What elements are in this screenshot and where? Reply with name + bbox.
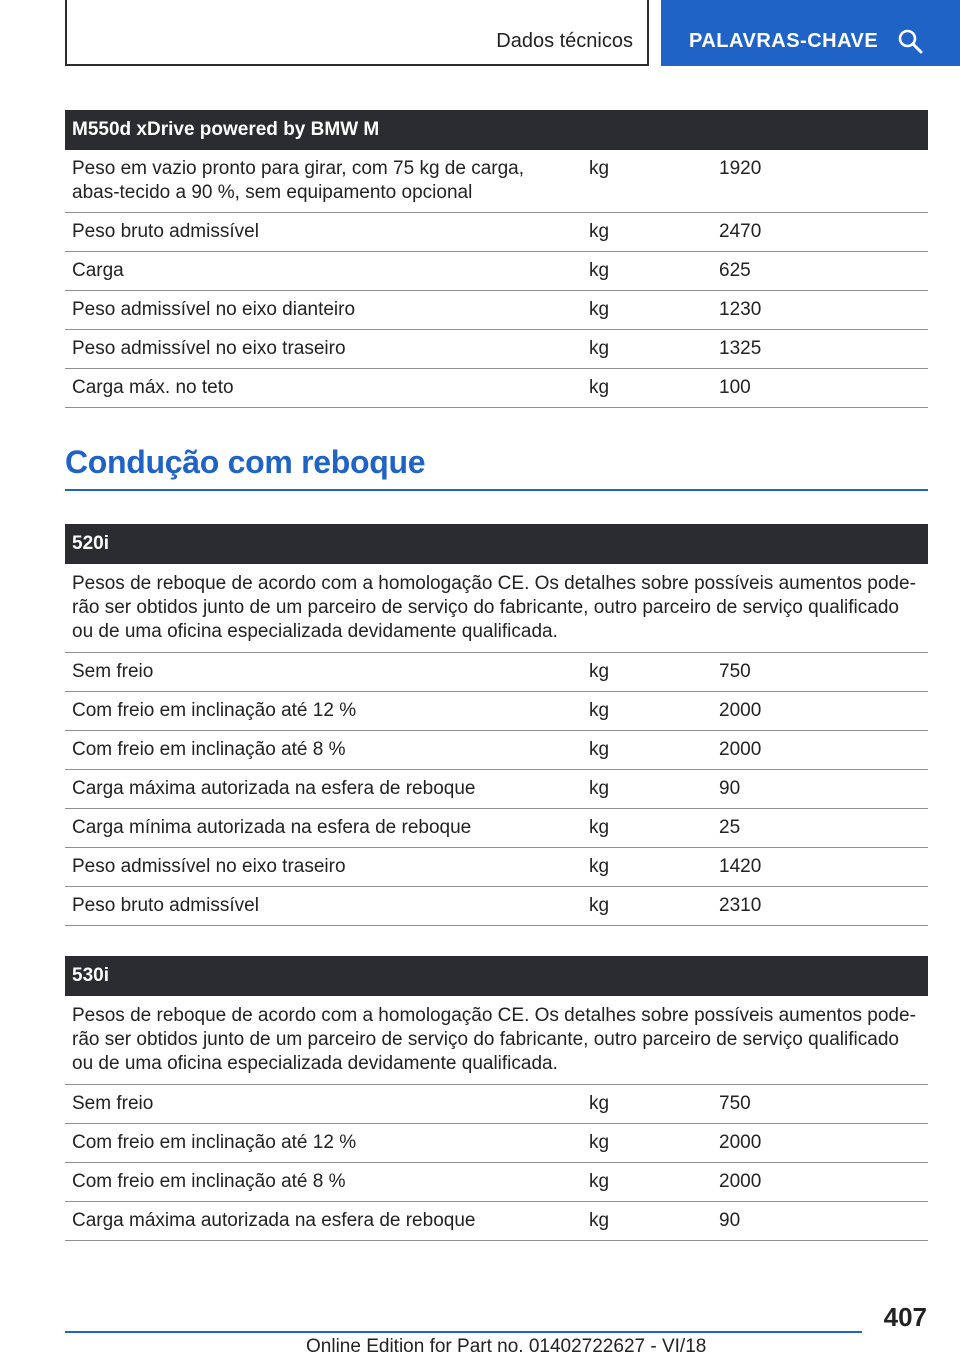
row-unit: kg [582, 692, 712, 731]
table-row [65, 731, 928, 770]
row-unit: kg [582, 653, 712, 692]
row-value: 625 [712, 252, 928, 291]
row-label: Carga máx. no teto [65, 369, 582, 408]
table-530i [65, 956, 928, 1241]
table-row [65, 1085, 928, 1124]
row-label: Com freio em inclinação até 12 % [65, 1124, 582, 1163]
row-value: 1230 [712, 291, 928, 330]
keywords-button[interactable] [661, 0, 960, 66]
row-value: 2000 [712, 1163, 928, 1202]
row-label: Peso admissível no eixo dianteiro [65, 291, 582, 330]
row-value: 100 [712, 369, 928, 408]
table-row [65, 1202, 928, 1241]
table-row [65, 809, 928, 848]
table-row [65, 692, 928, 731]
row-unit: kg [582, 1202, 712, 1241]
row-label: Com freio em inclinação até 8 % [65, 1163, 582, 1202]
row-unit: kg [582, 330, 712, 369]
row-unit: kg [582, 809, 712, 848]
row-value: 1920 [712, 150, 928, 213]
row-unit: kg [582, 150, 712, 213]
row-value: 1420 [712, 848, 928, 887]
table-row [65, 1124, 928, 1163]
page-number: 407 [883, 1302, 927, 1332]
row-value: 90 [712, 770, 928, 809]
table-row [65, 848, 928, 887]
edition-info: Online Edition for Part no. 01402722627 - VI/18 [306, 1336, 707, 1357]
row-label: Peso admissível no eixo traseiro [65, 848, 582, 887]
row-value: 25 [712, 809, 928, 848]
row-unit: kg [582, 291, 712, 330]
row-label: Sem freio [65, 1085, 582, 1124]
row-value: 2000 [712, 1124, 928, 1163]
section-tab[interactable] [65, 0, 649, 66]
row-label: Peso admissível no eixo traseiro [65, 330, 582, 369]
table-row [65, 252, 928, 291]
table-title: 530i [65, 956, 928, 996]
row-unit: kg [582, 848, 712, 887]
page-content [65, 110, 928, 1241]
row-label: Carga [65, 252, 582, 291]
table-row [65, 770, 928, 809]
table-row [65, 369, 928, 408]
table-row [65, 330, 928, 369]
row-unit: kg [582, 213, 712, 252]
table-m550d [65, 110, 928, 408]
table-row [65, 887, 928, 926]
row-value: 750 [712, 1085, 928, 1124]
top-bar [0, 0, 960, 66]
row-unit: kg [582, 1085, 712, 1124]
row-unit: kg [582, 369, 712, 408]
row-value: 1325 [712, 330, 928, 369]
row-label: Com freio em inclinação até 12 % [65, 692, 582, 731]
table-row [65, 213, 928, 252]
table-title: 520i [65, 524, 928, 564]
table-body [65, 564, 928, 926]
row-value: 2470 [712, 213, 928, 252]
row-value: 2310 [712, 887, 928, 926]
row-unit: kg [582, 887, 712, 926]
table-description-row [65, 564, 928, 653]
table-row [65, 291, 928, 330]
search-icon [897, 28, 923, 54]
table-row [65, 150, 928, 213]
row-label: Peso em vazio pronto para girar, com 75 kg de carga, abas-tecido a 90 %, sem equipamento opcional [65, 150, 582, 213]
table-description-row [65, 996, 928, 1085]
footer-divider [65, 1331, 862, 1333]
row-value: 2000 [712, 692, 928, 731]
table-body [65, 150, 928, 408]
row-label: Peso bruto admissível [65, 887, 582, 926]
table-body [65, 996, 928, 1241]
row-value: 2000 [712, 731, 928, 770]
row-value: 90 [712, 1202, 928, 1241]
row-label: Peso bruto admissível [65, 213, 582, 252]
row-label: Carga máxima autorizada na esfera de reboque [65, 1202, 582, 1241]
table-520i [65, 524, 928, 926]
row-value: 750 [712, 653, 928, 692]
table-description: Pesos de reboque de acordo com a homologação CE. Os detalhes sobre possíveis aumentos pode-rão ser obtidos junto de um parceiro de serviço do fabricante, outro parceiro de serviço qualificado ou de uma oficina especializada devidamente qualificada. [65, 996, 928, 1085]
row-label: Carga máxima autorizada na esfera de reboque [65, 770, 582, 809]
row-unit: kg [582, 770, 712, 809]
table-description: Pesos de reboque de acordo com a homologação CE. Os detalhes sobre possíveis aumentos pode-rão ser obtidos junto de um parceiro de serviço do fabricante, outro parceiro de serviço qualificado ou de uma oficina especializada devidamente qualificada. [65, 564, 928, 653]
table-row [65, 1163, 928, 1202]
section-tab-label: Dados técnicos [496, 30, 633, 52]
row-unit: kg [582, 1163, 712, 1202]
table-title: M550d xDrive powered by BMW M [65, 110, 928, 150]
keywords-button-label: PALAVRAS-CHAVE [689, 30, 879, 52]
row-unit: kg [582, 731, 712, 770]
section-title: Condução com reboque [65, 408, 928, 491]
row-label: Com freio em inclinação até 8 % [65, 731, 582, 770]
row-label: Sem freio [65, 653, 582, 692]
row-unit: kg [582, 252, 712, 291]
row-label: Carga mínima autorizada na esfera de reboque [65, 809, 582, 848]
row-unit: kg [582, 1124, 712, 1163]
table-row [65, 653, 928, 692]
